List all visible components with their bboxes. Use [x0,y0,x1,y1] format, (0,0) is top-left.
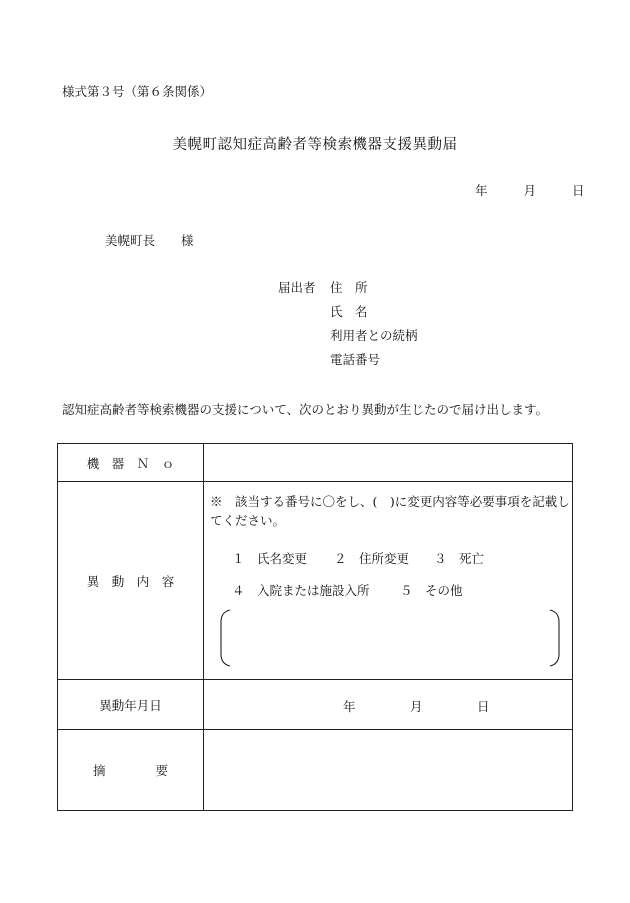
change-month-label: 月 [410,698,423,714]
reporter-relationship-label: 利用者との続柄 [330,328,418,343]
submission-date [475,181,585,199]
device-row [58,444,573,482]
change-content-row [58,482,573,680]
change-form-table [57,443,573,811]
remarks-field[interactable] [204,730,573,811]
device-number-field[interactable] [204,444,573,482]
reporter-name-label: 氏 名 [330,304,368,319]
change-date-row [58,680,573,730]
change-content-label: 異 動 内 容 [58,482,204,680]
reporter-address-label: 住 所 [330,280,368,295]
remarks-label: 摘 要 [58,730,204,811]
month-label: 月 [523,183,537,198]
intro-text: 認知症高齢者等検索機器の支援について、次のとおり異動が生じたので届け出します。 [62,402,549,417]
change-year-label: 年 [343,698,356,714]
option-address-change[interactable]: ２ 住所変更 [334,551,410,566]
details-bracket-field[interactable] [220,608,560,668]
form-number: 様式第３号（第６条関係） [62,84,213,99]
document-title: 美幌町認知症高齢者等検索機器支援異動届 [172,137,458,153]
option-name-change[interactable]: １ 氏名変更 [232,551,308,566]
remarks-row [58,730,573,811]
change-content-cell [204,482,573,680]
change-day-label: 日 [477,698,490,714]
addressee [105,231,194,249]
change-date-field[interactable] [204,680,573,730]
reporter-label: 届出者 [278,280,316,295]
option-other[interactable]: ５ その他 [400,583,463,598]
change-date-label: 異動年月日 [58,680,204,730]
device-number-label: 機 器 Ｎ ｏ [58,444,204,482]
addressee-name: 美幌町長 [105,233,156,248]
addressee-honorific: 様 [181,233,194,248]
option-hospital-admission[interactable]: ４ 入院または施設入所 [232,583,370,598]
instruction-note: ※ 該当する番号に〇をし、( )に変更内容等必要事項を記載してください。 [210,494,570,528]
day-label: 日 [572,183,585,198]
option-death[interactable]: ３ 死亡 [434,551,485,566]
year-label: 年 [475,183,488,198]
reporter-phone-label: 電話番号 [330,352,381,367]
